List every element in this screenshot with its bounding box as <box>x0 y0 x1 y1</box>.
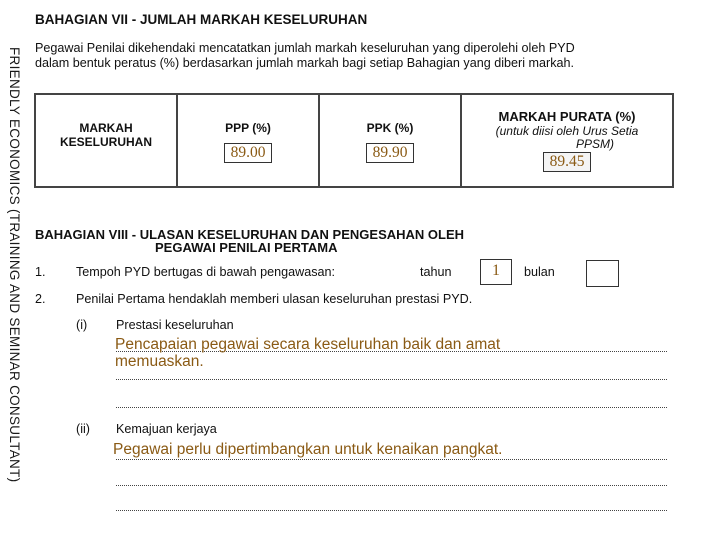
ppk-value-field[interactable]: 89.90 <box>366 143 415 163</box>
side-banner-text: FRIENDLY ECONOMICS (TRAINING AND SEMINAR CONSULTANT) <box>7 47 22 483</box>
section8-title-line2: PEGAWAI PENILAI PERTAMA <box>155 240 338 255</box>
item2-number: 2. <box>35 292 46 306</box>
tahun-input[interactable] <box>480 259 512 285</box>
marks-label-line2: KESELURUHAN <box>59 135 152 149</box>
sub2-dotted-line-1 <box>116 459 667 460</box>
purata-note-line2: PPSM) <box>575 137 614 151</box>
sub1-dotted-line-3 <box>116 407 667 408</box>
tahun-label: tahun <box>420 265 452 279</box>
bulan-input[interactable] <box>586 260 619 287</box>
tahun-value: 1 <box>492 262 500 279</box>
marks-label-line1: MARKAH <box>79 121 133 135</box>
item2-text: Penilai Pertama hendaklah memberi ulasan keseluruhan prestasi PYD. <box>76 292 473 306</box>
marks-label-cell <box>35 94 177 187</box>
purata-header: MARKAH PURATA (%) <box>498 109 636 124</box>
section7-title: BAHAGIAN VII - JUMLAH MARKAH KESELURUHAN <box>35 12 368 27</box>
sub1-label: Prestasi keseluruhan <box>116 318 234 332</box>
sub2-number: (ii) <box>76 422 90 436</box>
sub1-number: (i) <box>76 318 88 332</box>
ppk-header: PPK (%) <box>366 121 414 135</box>
sub2-answer[interactable]: Pegawai perlu dipertimbangkan untuk kenaikan pangkat. <box>113 441 503 458</box>
section8-title-line1: BAHAGIAN VIII - ULASAN KESELURUHAN DAN PENGESAHAN OLEH <box>35 227 465 242</box>
ppp-cell <box>177 94 319 187</box>
bulan-label: bulan <box>524 265 555 279</box>
item1-text: Tempoh PYD bertugas di bawah pengawasan: <box>76 265 336 279</box>
sub1-answer-line2[interactable]: memuaskan. <box>115 353 204 370</box>
sub2-dotted-line-3 <box>116 510 667 511</box>
sub2-dotted-line-2 <box>116 485 667 486</box>
purata-cell <box>461 94 673 187</box>
ppk-cell <box>319 94 461 187</box>
marks-table <box>34 93 674 188</box>
section7-instruction-line1: Pegawai Penilai dikehendaki mencatatkan jumlah markah keseluruhan yang diperolehi oleh PYD <box>35 41 575 55</box>
ppp-header: PPP (%) <box>225 121 271 135</box>
side-banner <box>0 0 24 540</box>
ppp-value-field[interactable]: 89.00 <box>224 143 273 163</box>
sub1-answer-line1[interactable]: Pencapaian pegawai secara keseluruhan baik dan amat <box>115 336 501 353</box>
sub1-dotted-line-2 <box>116 379 667 380</box>
purata-note-line1: (untuk diisi oleh Urus Setia <box>495 124 639 138</box>
sub2-label: Kemajuan kerjaya <box>116 422 217 436</box>
purata-value-field[interactable]: 89.45 <box>543 152 592 172</box>
item1-number: 1. <box>35 265 46 279</box>
section7-instruction-line2: dalam bentuk peratus (%) berdasarkan jumlah markah bagi setiap Bahagian yang diberi markah. <box>35 56 575 70</box>
